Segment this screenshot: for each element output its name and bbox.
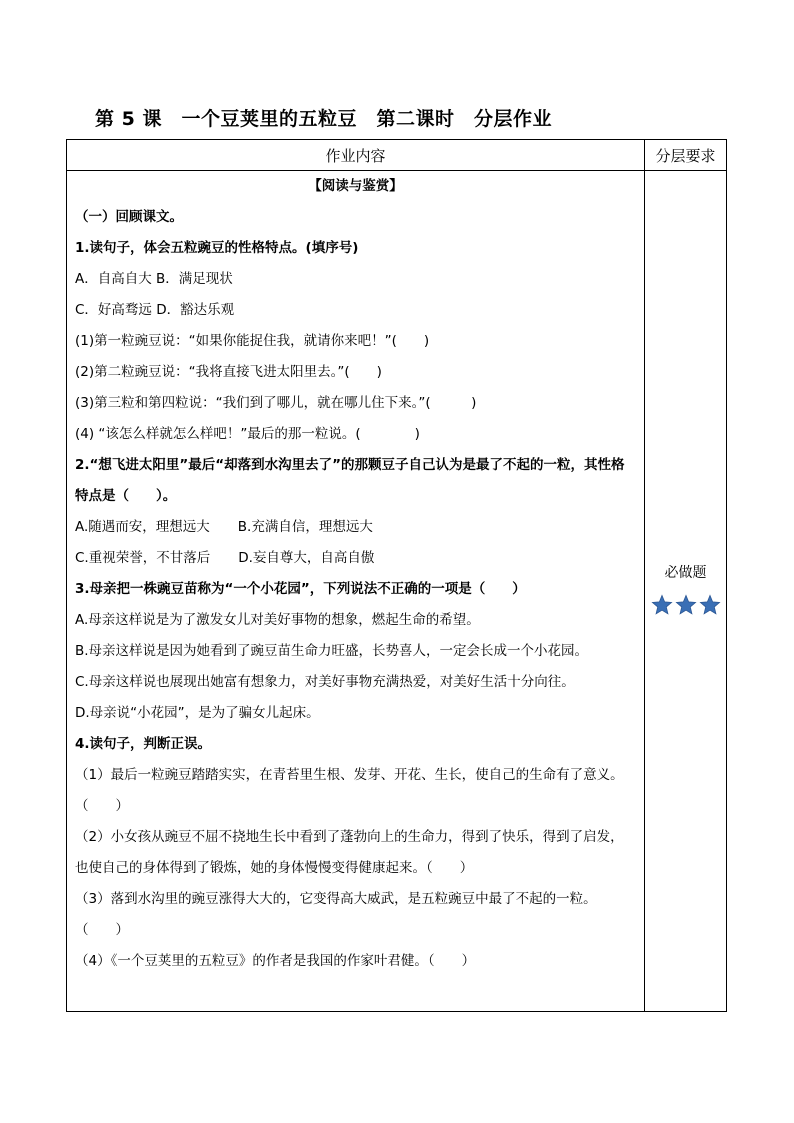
question-3-option: A.母亲这样说是为了激发女儿对美好事物的想象，燃起生命的希望。: [75, 612, 480, 628]
question-1-item: (2)第二粒豌豆说：“我将直接飞进太阳里去。”( ): [75, 364, 382, 380]
star-rating: [651, 594, 721, 616]
section-heading: 【阅读与鉴赏】: [308, 178, 403, 194]
question-2-options-ab: [67, 512, 644, 543]
question-4-line: （3）落到水沟里的豌豆涨得大大的，它变得高大威武，是五粒豌豆中最了不起的一粒。: [75, 891, 597, 907]
question-4-line: （ ）: [75, 798, 129, 814]
option-c: C.重视荣誉，不甘落后: [75, 550, 211, 566]
page-title: 第 5 课 一个豆荚里的五粒豆 第二课时 分层作业: [95, 108, 552, 130]
question-4-line: （ ）: [75, 922, 129, 938]
question-2-stem-cont: 特点是（ ）。: [75, 488, 177, 504]
question-1-item: (3)第三粒和第四粒说：“我们到了哪儿，就在哪儿住下来。”( ): [75, 395, 477, 411]
homework-content: [67, 171, 645, 1012]
option-b: B.充满自信，理想远大: [237, 519, 373, 535]
question-1-options-cd: C．好高骛远 D．豁达乐观: [75, 302, 235, 318]
header-level: 分层要求: [645, 140, 727, 171]
question-4-line: （1）最后一粒豌豆踏踏实实，在青苔里生根、发芽、开花、生长，使自己的生命有了意义。: [75, 767, 624, 783]
table-header-row: [67, 140, 727, 171]
question-1-options-ab: A．自高自大 B．满足现状: [75, 271, 233, 287]
question-3-stem: 3.母亲把一株豌豆苗称为“一个小花园”，下列说法不正确的一项是（ ）: [75, 581, 526, 597]
question-2-stem: 2.“想飞进太阳里”最后“却落到水沟里去了”的那颗豆子自己认为是最了不起的一粒，其性格: [75, 457, 625, 473]
question-4-line: （4）《一个豆荚里的五粒豆》的作者是我国的作家叶君健。（ ）: [75, 953, 476, 969]
question-1-item: (4) “该怎么样就怎么样吧！”最后的那一粒说。( ): [75, 426, 420, 442]
table-body-row: [67, 171, 727, 1012]
star-icon: [699, 594, 721, 616]
question-4-stem: 4.读句子，判断正误。: [75, 736, 212, 752]
question-4-line: （2）小女孩从豌豆不屈不挠地生长中看到了蓬勃向上的生命力，得到了快乐，得到了启发，: [75, 829, 624, 845]
homework-table: [66, 139, 727, 1012]
option-a: A.随遇而安，理想远大: [75, 519, 210, 535]
question-3-option: B.母亲这样说是因为她看到了豌豆苗生命力旺盛，长势喜人，一定会长成一个小花园。: [75, 643, 589, 659]
question-1-item: (1)第一粒豌豆说：“如果你能捉住我，就请你来吧！”( ): [75, 333, 430, 349]
question-3-option: C.母亲这样说也展现出她富有想象力，对美好事物充满热爱，对美好生活十分向往。: [75, 674, 575, 690]
question-1-stem: 1.读句子，体会五粒豌豆的性格特点。(填序号): [75, 240, 359, 256]
star-icon: [675, 594, 697, 616]
question-3-option: D.母亲说“小花园”，是为了骗女儿起床。: [75, 705, 320, 721]
star-icon: [651, 594, 673, 616]
option-d: D.妄自尊大，自高自傲: [238, 550, 375, 566]
question-4-line: 也使自己的身体得到了锻炼，她的身体慢慢变得健康起来。（ ）: [75, 860, 474, 876]
header-content: 作业内容: [67, 140, 645, 171]
part-heading: （一）回顾课文。: [75, 209, 183, 225]
level-cell: [645, 171, 727, 1012]
question-2-options-cd: [67, 543, 644, 574]
required-label: 必做题: [664, 565, 707, 581]
